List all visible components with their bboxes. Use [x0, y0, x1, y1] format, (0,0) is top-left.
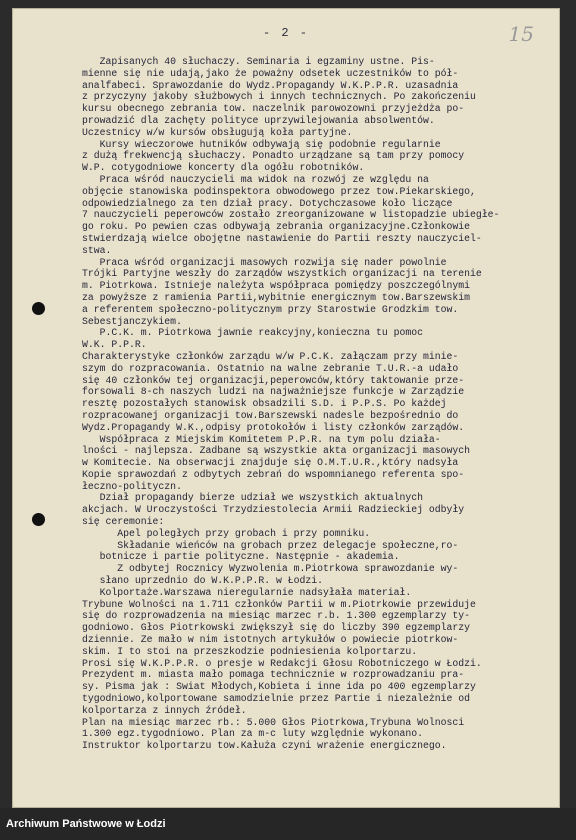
- text-line: Prezydent m. miasta mało pomaga technicznie w rozprowadzaniu pra-: [82, 669, 465, 681]
- text-line: Plan na miesiąc marzec rb.: 5.000 Głos Piotrkowa,Trybuna Wolnosci: [82, 716, 465, 728]
- text-line: stwierdzają wielce obojętne nastawienie do Partii reszty nauczyciel-: [82, 232, 482, 244]
- text-line: m. Piotrkowa. Istnieje należyta współpraca pomiędzy poszczególnymi: [82, 280, 471, 292]
- text-line: kolportarza z innych źródeł.: [82, 704, 247, 716]
- text-line: W.K. P.P.R.: [82, 339, 147, 351]
- text-line: Kolportaże.Warszawa nieregularnie nadsyłała materiał.: [82, 586, 412, 598]
- text-line: a referentem społeczno-politycznym przy Starostwie Grodzkim tow.: [82, 303, 459, 315]
- text-line: P.C.K. m. Piotrkowa jawnie reakcyjny,konieczna tu pomoc: [82, 327, 423, 339]
- text-line: resztę pozostałych stanowisk obsadzili S.D. i P.P.S. Po każdej: [82, 398, 447, 410]
- text-line: godniowo. Głos Piotrkowski zwiększył się do liczby 390 egzemplarzy: [82, 622, 471, 634]
- text-line: z przyczyny jakoby służbowych i innych technicznych. Po zakończeniu: [82, 91, 476, 103]
- text-line: Uczestnicy w/w kursów obsługują koła partyjne.: [82, 126, 353, 138]
- document-body: [82, 56, 544, 752]
- text-line: się 40 członków tej organizacji,peperowców,który taktowanie prze-: [82, 374, 465, 386]
- text-line: sy. Pisma jak : Swiat Młodych,Kobieta i inne ida po 400 egzemplarzy: [82, 681, 476, 693]
- text-line: się do rozprowadzenia na miesiąc marzec r.b. 1.300 egzemplarzy ty-: [82, 610, 471, 622]
- text-line: Trójki Partyjne weszły do zarządów wszystkich organizacji na terenie: [82, 268, 482, 280]
- text-line: lności - najlepsza. Zadbane są wszystkie akta organizacji masowych: [82, 445, 471, 457]
- text-line: Zapisanych 40 słuchaczy. Seminaria i egzaminy ustne. Pis-: [82, 56, 435, 67]
- punch-hole: [32, 513, 45, 526]
- text-line: dziennie. Ze mało w nim istotnych artykułów o powiecie piotrkow-: [82, 634, 459, 646]
- text-line: Praca wśród organizacji masowych rozwija się nader powolnie: [82, 256, 447, 268]
- text-line: Dział propagandy bierze udział we wszystkich aktualnych: [82, 492, 423, 504]
- text-line: mienne się nie udają,jako że poważny odsetek uczestników to pół-: [82, 67, 459, 79]
- text-line: szym do rozpracowania. Ostatnio na walne zebranie T.U.R.-a udało: [82, 362, 459, 374]
- text-line: analfabeci. Sprawozdanie do Wydz.Propagandy W.K.P.P.R. uzasadnia: [82, 79, 459, 91]
- text-line: Apel poległych przy grobach i przy pomniku.: [82, 527, 371, 539]
- archive-mark: 15: [508, 22, 534, 46]
- text-line: objęcie stanowiska podinspektora obwodowego przez tow.Piekarskiego,: [82, 185, 476, 197]
- text-line: botnicze i partie polityczne. Następnie - akademia.: [82, 551, 400, 563]
- text-line: odpowiedzialnego za ten dział pracy. Dotychczasowe koło liczące: [82, 197, 453, 209]
- archive-footer: Archiwum Państwowe w Łodzi: [0, 808, 576, 840]
- text-line: się ceremonie:: [82, 516, 165, 528]
- text-line: prowadzić dla zachęty polityce uprzywilejowania absolwentów.: [82, 114, 435, 126]
- text-line: Trybune Wolności na 1.711 członków Partii w m.Piotrkowie przewiduje: [82, 598, 476, 610]
- text-line: Sebestjanczykiem.: [82, 315, 182, 327]
- text-line: Z odbytej Rocznicy Wyzwolenia m.Piotrkowa sprawozdanie wy-: [82, 563, 459, 575]
- text-line: Prosi się W.K.P.P.R. o presje w Redakcji Głosu Robotniczego w Łodzi.: [82, 657, 482, 669]
- text-line: łeczno-polityczn.: [82, 480, 182, 492]
- text-line: forsowali 8-ch naszych ludzi na najważniejsze funkcje w Zarządzie: [82, 386, 465, 398]
- text-line: w Komitecie. Na obserwacji znajduje się O.M.T.U.R.,który nadsyła: [82, 457, 459, 469]
- text-line: go roku. Po pewien czas odbywają zebrania organizacyjne.Członkowie: [82, 221, 471, 233]
- document-page: [12, 8, 560, 808]
- text-line: Wydz.Propagandy W.K.,odpisy protokołów i listy członków zarządów.: [82, 421, 465, 433]
- text-line: 7 nauczycieli peperowców zostało zreorganizowane w listopadzie ubiegłe-: [82, 209, 500, 221]
- text-line: Kursy wieczorowe hutników odbywają się podobnie regularnie: [82, 138, 441, 150]
- text-line: 1.300 egz.tygodniowo. Plan za m-c luty względnie wykonano.: [82, 728, 423, 740]
- text-line: Współpraca z Miejskim Komitetem P.P.R. na tym polu działa-: [82, 433, 441, 445]
- text-line: akcjach. W Uroczystości Trzydziestolecia Armii Radzieckiej odbyły: [82, 504, 465, 516]
- text-line: z dużą frekwencją słuchaczy. Ponadto urządzane są tam przy pomocy: [82, 150, 465, 162]
- punch-hole: [32, 302, 45, 315]
- text-line: Składanie wieńców na grobach przez delegacje społeczne,ro-: [82, 539, 459, 551]
- text-line: kursu obecnego zebrania tow. naczelnik parowozowni przyjeżdża po-: [82, 103, 465, 115]
- text-line: Praca wśród nauczycieli ma widok na rozwój ze względu na: [82, 173, 429, 185]
- text-line: rozpracowanej organizacji tow.Barszewski nadesle bezpośrednio do: [82, 409, 459, 421]
- text-line: W.P. cotygodniowe koncerty dla ogółu robotników.: [82, 162, 365, 174]
- text-line: skim. I to stoi na przeszkodzie podniesienia kolportarzu.: [82, 645, 418, 657]
- text-line: stwa.: [82, 244, 112, 256]
- text-line: słano uprzednio do W.K.P.P.R. w Łodzi.: [82, 575, 324, 587]
- text-line: za powyższe z ramienia Partii,wybitnie energicznym tow.Barszewskim: [82, 291, 471, 303]
- text-line: Kopie sprawozdań z odbytych zebrań do wspomnianego referenta spo-: [82, 468, 465, 480]
- page-number: - 2 -: [262, 26, 309, 40]
- text-line: Instruktor kolportarzu tow.Kałuża czyni wrażenie energicznego.: [82, 740, 447, 752]
- text-line: Charakterystyke członków zarządu w/w P.C.K. załączam przy minie-: [82, 350, 459, 362]
- text-line: tygodniowo,kolportowane samodzielnie przez Partie i niezależnie od: [82, 693, 471, 705]
